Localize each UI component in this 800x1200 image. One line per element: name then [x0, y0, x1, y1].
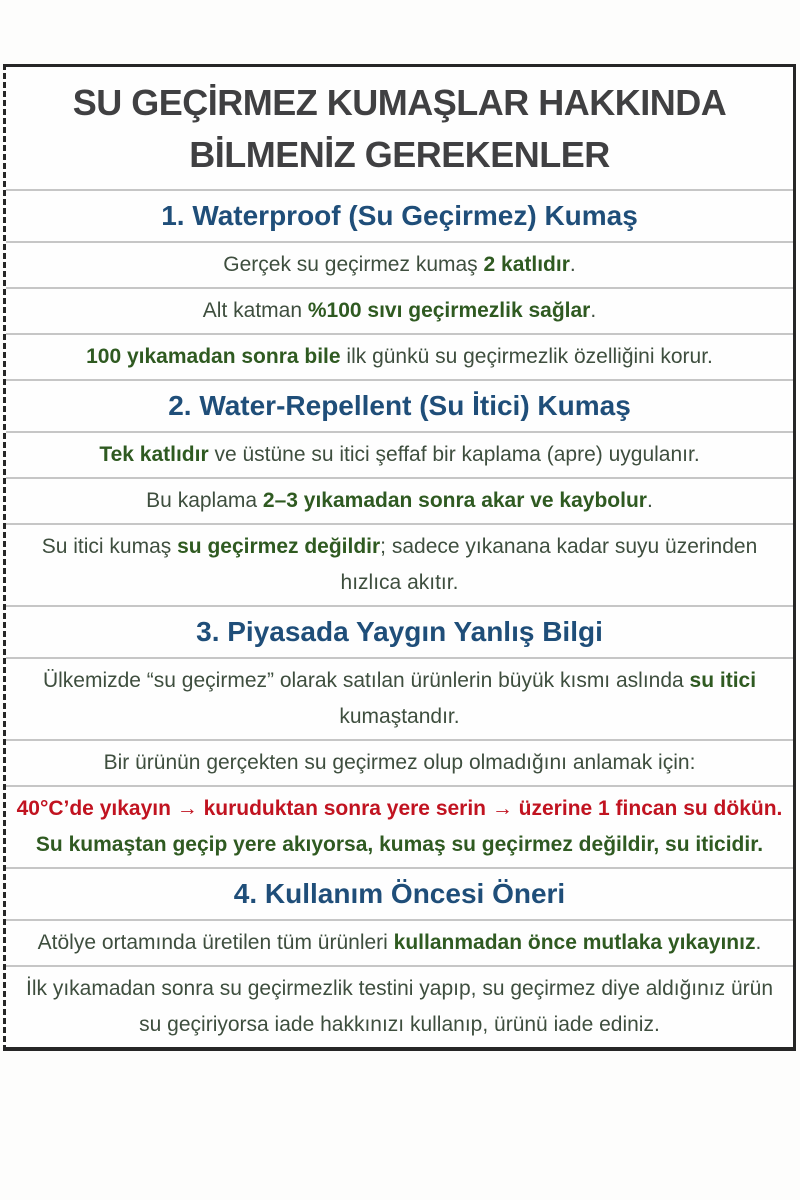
table-row	[6, 965, 793, 1047]
table-row	[6, 241, 793, 287]
section-heading	[6, 867, 793, 919]
text-segment: 2 katlıdır	[483, 253, 570, 276]
table-row	[6, 919, 793, 965]
text-segment: su geçirmez değildir	[177, 535, 381, 558]
table-row	[6, 657, 793, 739]
section-heading	[6, 605, 793, 657]
table-row	[6, 477, 793, 523]
text-segment: 40°C’de yıkayın → kuruduktan sonra yere serin → üzerine 1 fincan su dökün.	[16, 797, 783, 820]
table-row	[6, 287, 793, 333]
text-segment: Su itici kumaş	[41, 535, 178, 558]
text-segment: 2–3 yıkamadan sonra akar ve kaybolur	[262, 489, 647, 512]
text-segment: İlk yıkamadan sonra su geçirmezlik testini yapıp, su geçirmez diye aldığınız ürün su geçiriyorsa iade hakkınızı kullanıp, ürünü iade ediniz.	[25, 977, 779, 1036]
text-segment: .	[646, 489, 653, 512]
text-segment: 2. Water-Repellent (Su İtici) Kumaş	[168, 390, 631, 421]
text-segment: su itici	[689, 669, 757, 692]
text-segment: .	[755, 931, 762, 954]
text-segment: 100 yıkamadan sonra bile	[86, 345, 341, 368]
text-segment: %100 sıvı geçirmezlik sağlar	[307, 299, 591, 322]
text-segment: 4. Kullanım Öncesi Öneri	[233, 878, 566, 909]
text-segment: Bu kaplama	[146, 489, 263, 512]
text-segment: Tek katlıdır	[99, 443, 209, 466]
text-segment: 3. Piyasada Yaygın Yanlış Bilgi	[196, 616, 603, 647]
text-segment: 1. Waterproof (Su Geçirmez) Kumaş	[161, 200, 638, 231]
text-segment: kumaştandır.	[339, 669, 762, 728]
section-heading	[6, 189, 793, 241]
text-segment: kullanmadan önce mutlaka yıkayınız	[393, 931, 756, 954]
text-segment: Su kumaştan geçip yere akıyorsa, kumaş su geçirmez değildir, su iticidir.	[35, 797, 789, 856]
text-segment: Ülkemizde “su geçirmez” olarak satılan ürünlerin büyük kısmı aslında	[42, 669, 690, 692]
text-segment: ve üstüne su itici şeffaf bir kaplama (apre) uygulanır.	[208, 443, 700, 466]
table-row	[6, 523, 793, 605]
table-row	[6, 431, 793, 477]
table-row	[6, 785, 793, 867]
text-segment: SU GEÇİRMEZ KUMAŞLAR HAKKINDA BİLMENİZ GEREKENLER	[72, 82, 736, 175]
text-segment: .	[590, 299, 597, 322]
table-row	[6, 333, 793, 379]
page-title	[6, 67, 793, 189]
text-segment: Gerçek su geçirmez kumaş	[223, 253, 484, 276]
text-segment: ; sadece yıkanana kadar suyu üzerinden hızlıca akıtır.	[340, 535, 764, 594]
section-heading	[6, 379, 793, 431]
text-segment: ilk günkü su geçirmezlik özelliğini korur.	[340, 345, 713, 368]
text-segment: Bir ürünün gerçekten su geçirmez olup olmadığını anlamak için:	[103, 751, 696, 774]
table-row	[6, 739, 793, 785]
text-segment: Atölye ortamında üretilen tüm ürünleri	[37, 931, 394, 954]
text-segment: Alt katman	[202, 299, 308, 322]
text-segment: .	[569, 253, 576, 276]
info-table	[3, 64, 796, 1051]
